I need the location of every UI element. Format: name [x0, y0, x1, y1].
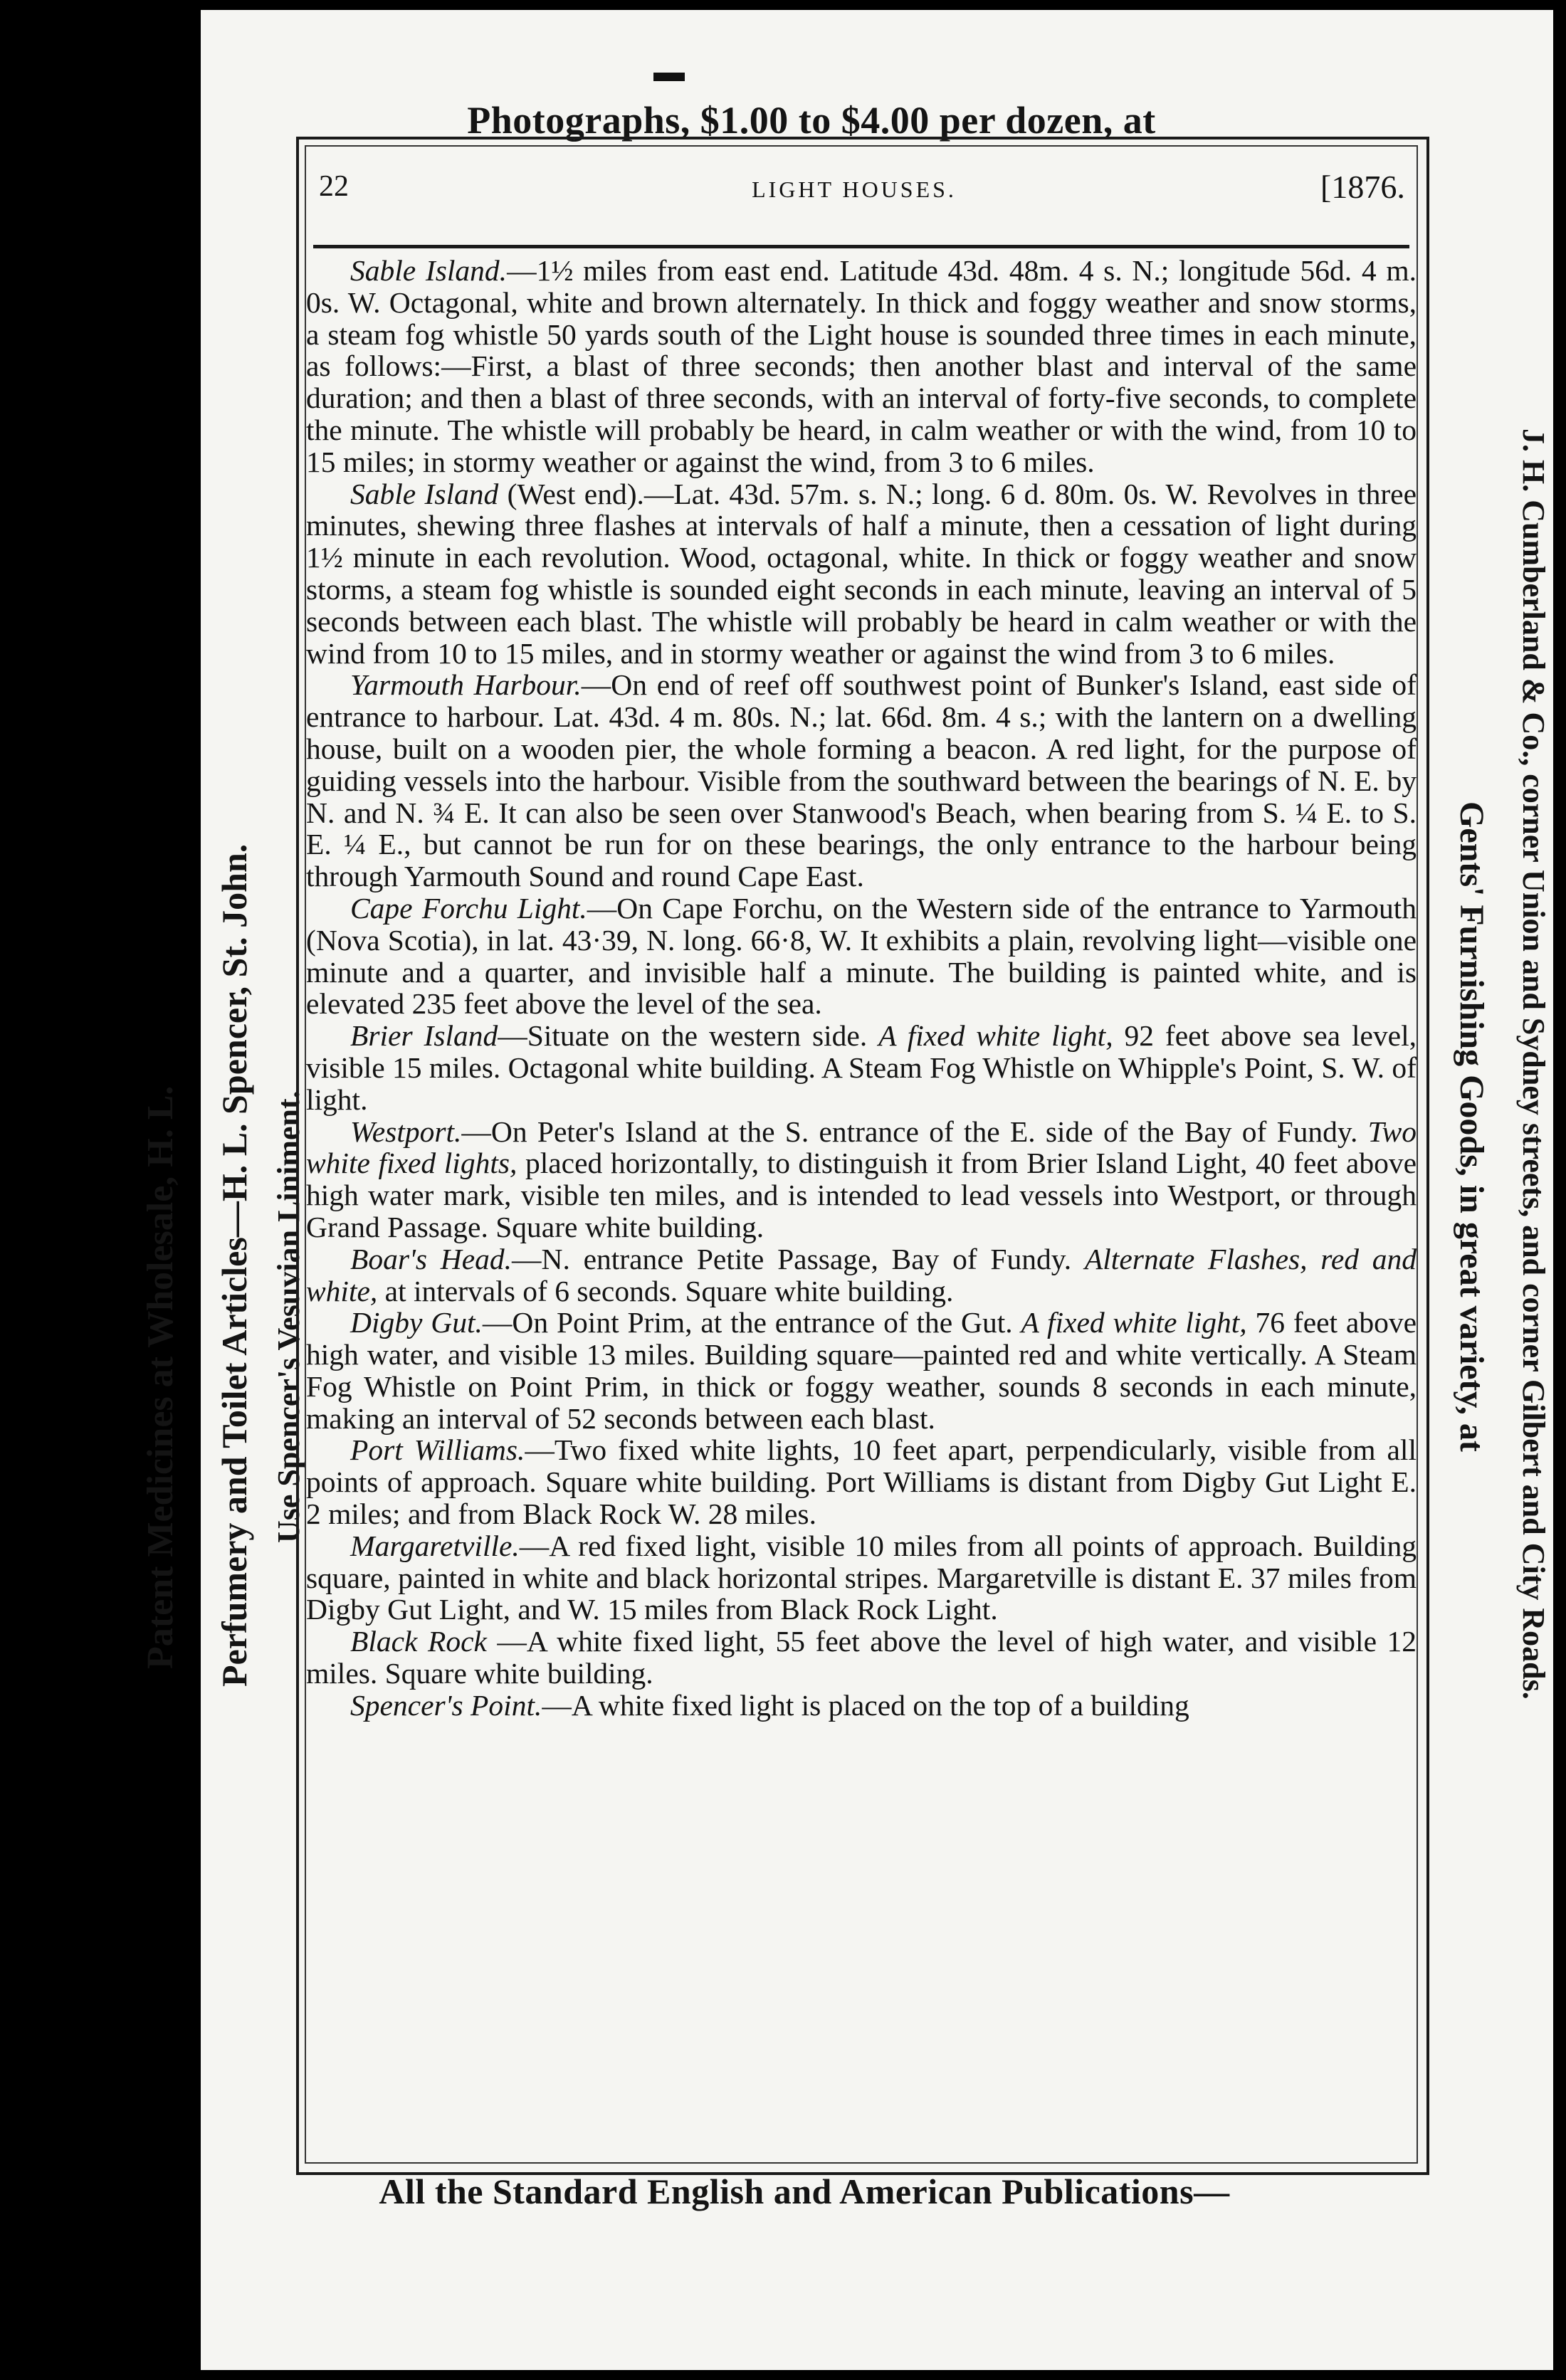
entry-body: —A white fixed light, 55 feet above the level of high water, and visible 12 miles. Square white building. [306, 1625, 1417, 1690]
entry-digby-gut [306, 1307, 1417, 1434]
entry-heading: Boar's Head. [350, 1242, 513, 1275]
running-head: LIGHT HOUSES. [752, 177, 957, 202]
entry-heading: Westport. [350, 1115, 462, 1148]
page-year: [1876. [1320, 169, 1405, 205]
entry-body-pre: —Situate on the western side. [498, 1019, 879, 1053]
entry-body: —On end of reef off southwest point of Bunker's Island, east side of entrance to harbour. Lat. 43d. 4 m. 80s. N.; lat. 66d. 8m. 4 s.; with the lantern on a dwelling house, built on a wooden pier, the whole forming a beacon. A red light, for the purpose of guiding vessels into the harbour. Visible from the southward between the bearings of N. E. by N. and N. ¾ E. It can also be seen over Stanwood's Beach, when bearing from S. ¼ E. to S. E. ¼ E., but cannot be run for on these bearings, the only entrance to the harbour being through Yarmouth Sound and round Cape East. [306, 668, 1417, 893]
entry-black-rock [306, 1626, 1417, 1690]
entry-italic: Alternate Flashes, red and white, [306, 1242, 1417, 1307]
entry-body: —A white fixed light is placed on the top of a building [542, 1688, 1189, 1722]
entry-margaretville [306, 1530, 1417, 1626]
entry-heading: Yarmouth Harbour. [350, 668, 582, 702]
left-margin-ad-liniment: Use Spencer's Vesuvian Liniment. [271, 1090, 306, 1543]
entry-heading: Black Rock [350, 1625, 487, 1658]
entry-brier-island [306, 1020, 1417, 1115]
header-rule [313, 245, 1409, 248]
entry-heading: Brier Island [350, 1019, 498, 1053]
entry-boars-head [306, 1243, 1417, 1307]
entry-body: —Two fixed white lights, 10 feet apart, perpendicularly, visible from all points of approach. Square white building. Port Williams is distant from Digby Gut Light E. 2 miles; and from Black Rock W. 28 miles. [306, 1433, 1417, 1531]
entry-port-williams [306, 1434, 1417, 1529]
entry-heading: Sable Island. [350, 254, 508, 287]
entry-body: —On Cape Forchu, on the Western side of the entrance to Yarmouth (Nova Scotia), in lat. 43·39, N. long. 66·8, W. It exhibits a plain, revolving light—visible one minute and a quarter, and invisible half a minute. The building is painted white, and is elevated 235 feet above the level of the sea. [306, 891, 1417, 1021]
top-advertisement: Photographs, $1.00 to $4.00 per dozen, at [467, 99, 1156, 142]
entry-sable-island-west [306, 478, 1417, 670]
entry-italic: Two white fixed lights, [306, 1115, 1417, 1180]
entry-heading: Margaretville. [350, 1529, 520, 1562]
right-margin-ad-furnishing: Gents' Furnishing Goods, in great variety, at [1453, 801, 1491, 1452]
lighthouse-entries [306, 255, 1417, 1722]
entry-sable-island [306, 255, 1417, 478]
top-dash-mark [653, 73, 685, 81]
entry-spencers-point [306, 1690, 1417, 1722]
entry-heading: Digby Gut. [350, 1306, 483, 1339]
bottom-advertisement: All the Standard English and American Publications— [379, 2171, 1230, 2211]
left-margin-ad-perfumery: Perfumery and Toilet Articles—H. L. Spencer, St. John. [214, 843, 254, 1687]
entry-body: at intervals of 6 seconds. Square white building. [377, 1274, 954, 1307]
entry-westport [306, 1116, 1417, 1243]
entry-body-pre: —N. entrance Petite Passage, Bay of Fundy. [512, 1242, 1085, 1275]
entry-body: 92 feet above sea level, visible 15 miles. Octagonal white building. A Steam Fog Whistle on Whipple's Point, S. W. of light. [306, 1019, 1417, 1116]
entry-heading: Port Williams. [350, 1433, 525, 1467]
entry-body-pre: —On Point Prim, at the entrance of the Gut. [482, 1306, 1021, 1339]
entry-body: (West end).—Lat. 43d. 57m. s. N.; long. 6 d. 80m. 0s. W. Revolves in three minutes, shewing three flashes at intervals of half a minute, then a cessation of light during 1½ minute in each revolution. Wood, octagonal, white. In thick or foggy weather and snow storms, a steam fog whistle is sounded eight seconds in each minute, leaving an interval of 5 seconds between each blast. The whistle will probably be heard in calm weather or with the wind from 10 to 15 miles, and in stormy weather or against the wind from 3 to 6 miles. [306, 477, 1417, 670]
entry-body-pre: —On Peter's Island at the S. entrance of the E. side of the Bay of Fundy. [461, 1115, 1368, 1148]
entry-italic: A fixed white light, [878, 1019, 1113, 1053]
entry-heading: Spencer's Point. [350, 1688, 542, 1722]
entry-body: —A red fixed light, visible 10 miles from all points of approach. Building square, painted in white and black horizontal stripes. Margaretville is distant E. 37 miles from Digby Gut Light, and W. 15 miles from Black Rock Light. [306, 1529, 1417, 1626]
entry-body: placed horizontally, to distinguish it from Brier Island Light, 40 feet above high water mark, visible ten miles, and is intended to lead vessels into Westport, or through Grand Passage. Square white building. [306, 1147, 1417, 1243]
entry-heading: Cape Forchu Light. [350, 891, 587, 925]
entry-yarmouth-harbour [306, 669, 1417, 892]
entry-italic: A fixed white light, [1021, 1306, 1247, 1339]
page-number: 22 [319, 170, 349, 203]
entry-heading: Sable Island [350, 477, 499, 510]
entry-body: 76 feet above high water, and visible 13 miles. Building square—painted red and white vertically. A Steam Fog Whistle on Point Prim, in thick or foggy weather, sounds 8 seconds in each minute, making an interval of 52 seconds between each blast. [306, 1306, 1417, 1435]
entry-body: —1½ miles from east end. Latitude 43d. 48m. 4 s. N.; longitude 56d. 4 m. 0s. W. Octagonal, white and brown alternately. In thick and foggy weather and snow storms, a steam fog whistle 50 yards south of the Light house is sounded three times in each minute, as follows:—First, a blast of three seconds; then another blast and interval of the same duration; and then a blast of three seconds, with an interval of forty-five seconds, to complete the minute. The whistle will probably be heard, in calm weather or with the wind, from 10 to 15 miles; in stormy weather or against the wind, from 3 to 6 miles. [306, 254, 1417, 478]
left-margin-ad-patent-medicines: Patent Medicines at Wholesale, H. L. [140, 1085, 181, 1669]
right-margin-ad-cumberland: J. H. Cumberland & Co., corner Union and Sydney streets, and corner Gilbert and City Roads. [1516, 428, 1551, 1700]
entry-cape-forchu [306, 892, 1417, 1020]
